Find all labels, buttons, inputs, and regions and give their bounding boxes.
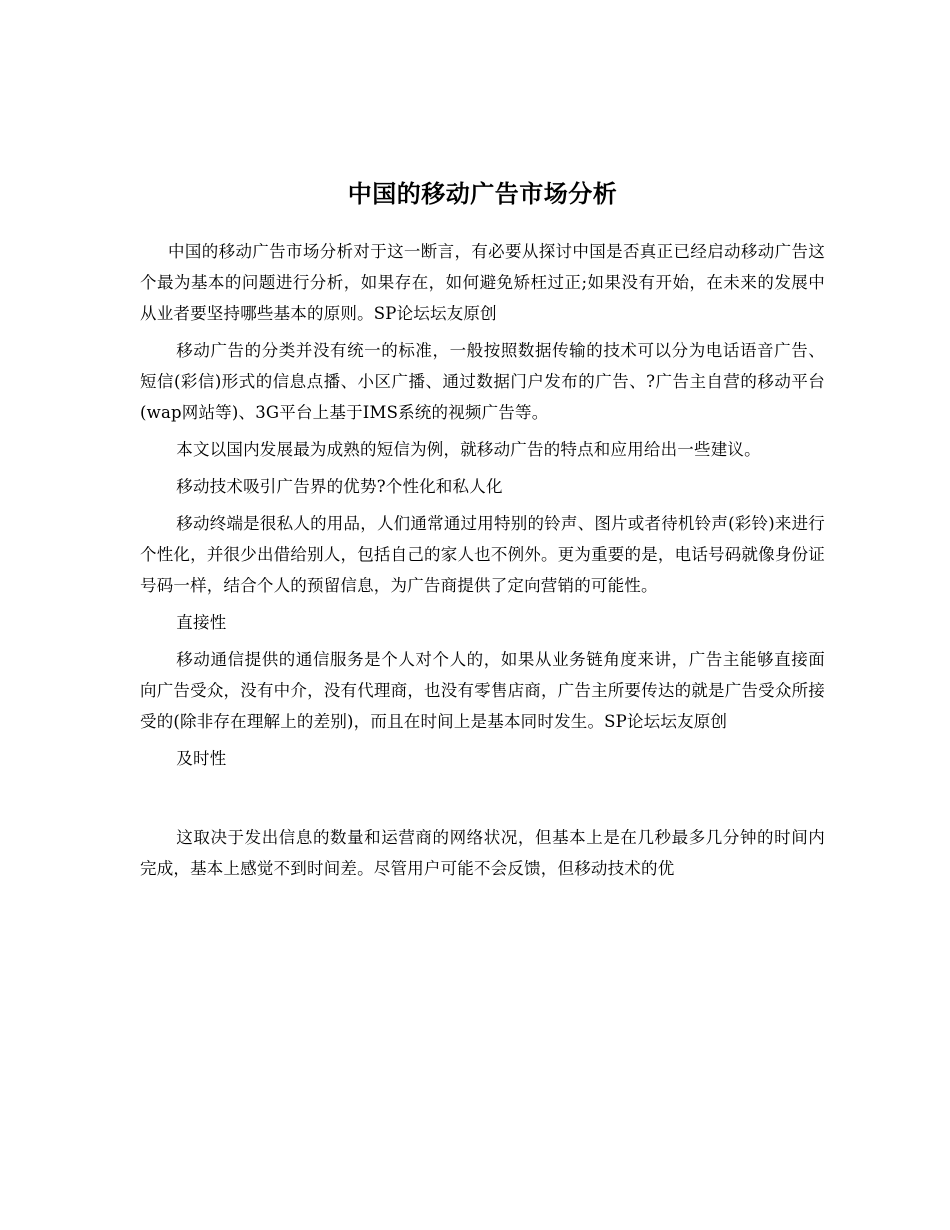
paragraph-intro: 中国的移动广告市场分析对于这一断言，有必要从探讨中国是否真正已经启动移动广告这个最为基本的问题进行分析，如果存在，如何避免矫枉过正;如果没有开始，在未来的发展中从业者要坚持哪些基本的原则。SP论坛坛友原创 — [140, 242, 825, 323]
paragraph-classification: 移动广告的分类并没有统一的标准，一般按照数据传输的技术可以分为电话语音广告、短信(彩信)形式的信息点播、小区广播、通过数据门户发布的广告、?广告主自营的移动平台(wap网站等)、3G平台上基于IMS系统的视频广告等。 — [140, 341, 825, 422]
paragraph-timeliness: 这取决于发出信息的数量和运营商的网络状况，但基本上是在几秒最多几分钟的时间内完成，基本上感觉不到时间差。尽管用户可能不会反馈，但移动技术的优 — [140, 828, 825, 878]
heading-timeliness: 及时性 — [176, 749, 227, 768]
heading-advantages: 移动技术吸引广告界的优势?个性化和私人化 — [176, 477, 503, 496]
document-body — [140, 236, 825, 890]
heading-directness: 直接性 — [176, 613, 227, 632]
document-title: 中国的移动广告市场分析 — [347, 179, 618, 208]
paragraph-directness: 移动通信提供的通信服务是个人对个人的，如果从业务链角度来讲，广告主能够直接面向广告受众，没有中介，没有代理商，也没有零售店商，广告主所要传达的就是广告受众所接受的(除非存在理解上的差别)，而且在时间上是基本同时发生。SP论坛坛友原创 — [140, 650, 825, 731]
paragraph-scope: 本文以国内发展最为成熟的短信为例，就移动广告的特点和应用给出一些建议。 — [176, 440, 761, 459]
paragraph-personalization: 移动终端是很私人的用品，人们通常通过用特别的铃声、图片或者待机铃声(彩铃)来进行个性化，并很少出借给别人，包括自己的家人也不例外。更为重要的是，电话号码就像身份证号码一样，结合个人的预留信息，为广告商提供了定向营销的可能性。 — [140, 514, 825, 595]
document-page — [140, 0, 825, 1230]
